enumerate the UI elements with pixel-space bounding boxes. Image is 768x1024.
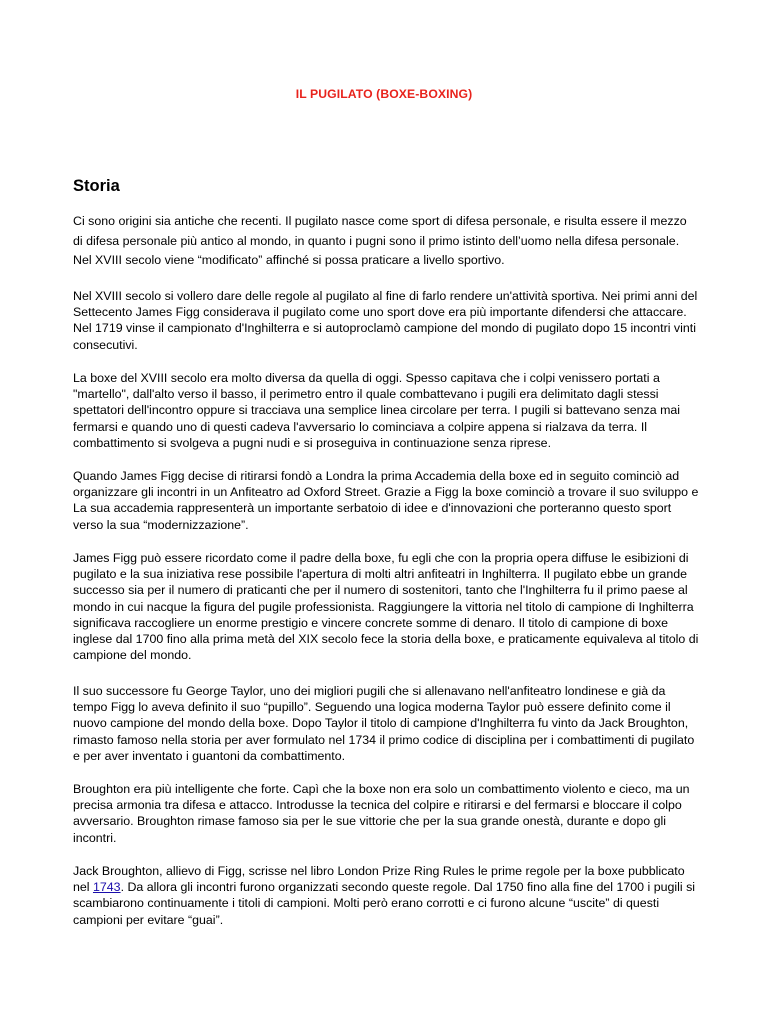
paragraph: Nel XVIII secolo si vollero dare delle regole al pugilato al fine di farlo rendere un'attività sportiva. Nei primi anni del Settecento James Figg considerava il pugilato come uno sport dove era più importante difendersi che attaccare. Nel 1719 vinse il campionato d'Inghilterra e si autoproclamò campione del mondo di pugilato dopo 15 incontri vinti consecutivi. [73,289,698,352]
document-title: IL PUGILATO (BOXE-BOXING) [295,87,473,101]
paragraph: Quando James Figg decise di ritirarsi fondò a Londra la prima Accademia della boxe ed in seguito cominciò ad organizzare gli incontri in un Anfiteatro ad Oxford Street. Grazie a Figg la boxe cominciò a trovare il suo sviluppo e La sua accademia rappresenterà un importante serbatoio di idee e d'innovazioni che porteranno questo sport verso la sua “modernizzazione”. [73,469,699,532]
paragraph: Ci sono origini sia antiche che recenti. Il pugilato nasce come sport di difesa personale, e risulta essere il mezzo di difesa personale più antico al mondo, in quanto i pugni sono il primo istinto dell’uomo nella difesa personale. Nel XVIII secolo viene “modificato” affinché si possa praticare a livello sportivo. [73,214,687,267]
section-heading: Storia [73,177,120,195]
year-1743-link[interactable]: 1743 [92,880,121,895]
paragraph-text: Jack Broughton, allievo di Figg, scrisse nel libro London Prize Ring Rules le prime regole per la boxe pubblicato nel [73,864,685,895]
paragraph-with-link [73,863,699,928]
paragraph: Broughton era più intelligente che forte. Capì che la boxe non era solo un combattimento violento e cieco, ma un precisa armonia tra difesa e attacco. Introdusse la tecnica del colpire e ritirarsi e del fermarsi e bloccare il colpo avversario. Broughton rimase famoso sia per le sue vittorie che per la sua grande onestà, durante e dopo gli incontri. [73,782,690,845]
paragraph: La boxe del XVIII secolo era molto diversa da quella di oggi. Spesso capitava che i colpi venissero portati a "martello", dall'alto verso il basso, il perimetro entro il quale combattevano i pugili era delimitato dagli stessi spettatori dell'incontro oppure si tracciava una semplice linea circolare per terra. I pugili si battevano senza mai fermarsi e quando uno di questi cadeva l'avversario lo cominciava a colpire appena si rialzava da terra. Il combattimento si svolgeva a pugni nudi e si proseguiva in continuazione senza riprese. [73,371,681,450]
paragraph: James Figg può essere ricordato come il padre della boxe, fu egli che con la propria opera diffuse le esibizioni di pugilato e la sua iniziativa rese possibile l'apertura di molti altri anfiteatri in Inghilterra. Il pugilato ebbe un grande successo sia per il numero di praticanti che per il numero di sostenitori, tanto che l'Inghilterra fu il primo paese al mondo in cui nacque la figura del pugile professionista. Raggiungere la vittoria nel titolo di campione di Inghilterra significava raccogliere un enorme prestigio e vincere concrete somme di denaro. Il titolo di campione di boxe inglese dal 1700 fino alla prima metà del XIX secolo fece la storia della boxe, e praticamente equivaleva al titolo di campione del mondo. [73,551,699,663]
paragraph-text: . Da allora gli incontri furono organizzati secondo queste regole. Dal 1750 fino alla fine del 1700 i pugili si scambiarono continuamente i titoli di campioni. Molti però erano corrotti e ci furono alcune “uscite” di questi campioni per evitare “guai”. [73,880,696,927]
paragraph: Il suo successore fu George Taylor, uno dei migliori pugili che si allenavano nell'anfiteatro londinese e già da tempo Figg lo aveva definito il suo “pupillo”. Seguendo una logica moderna Taylor può essere definito come il nuovo campione del mondo della boxe. Dopo Taylor il titolo di campione d'Inghilterra fu vinto da Jack Broughton, rimasto famoso nella storia per aver formulato nel 1734 il primo codice di disciplina per i combattimenti di pugilato e per aver inventato i guantoni da combattimento. [73,684,695,763]
